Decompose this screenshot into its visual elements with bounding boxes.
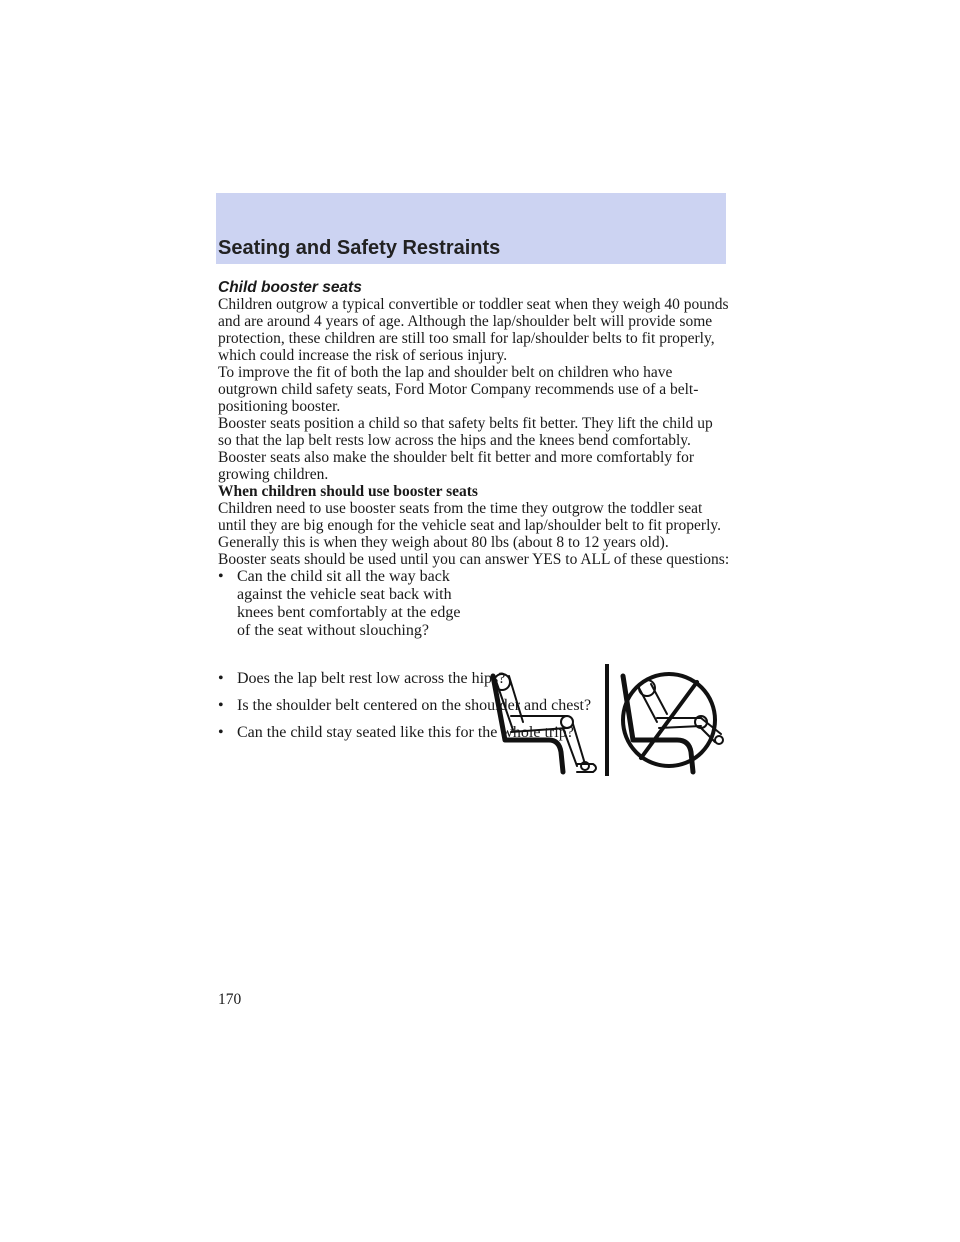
paragraph: Children need to use booster seats from the time they outgrow the toddler seat until they are big enough for the vehicle seat and lap/shoulder belt to fit properly. Generally this is when they weigh about 80 lbs (about 8 to 12 years old). [218,500,722,551]
bullet-text: Is the shoulder belt centered on the shoulder and chest? [237,697,592,714]
section-heading: Child booster seats [218,279,362,296]
bullet-text: Can the child sit all the way back against the vehicle seat back with knees bent comfortably at the edge of the seat without slouching? [237,568,461,639]
bullet-dot: • [218,697,224,714]
page-title: Seating and Safety Restraints [218,237,501,259]
bullet-item [218,568,477,640]
paragraph: Booster seats should be used until you can answer YES to ALL of these questions: [218,551,730,568]
page-number: 170 [218,991,242,1008]
bullet-dot: • [218,724,224,741]
correct-seating-posture-icon [493,674,596,772]
bullet-text: Does the lap belt rest low across the hips? [237,670,506,687]
seating-posture-figure [487,660,727,780]
paragraph: To improve the fit of both the lap and shoulder belt on children who have outgrown child safety seats, Ford Motor Company recommends use of a belt-positioning booster. [218,364,699,415]
bullet-text: Can the child stay seated like this for the whole trip? [237,724,574,741]
paragraph: Booster seats position a child so that safety belts fit better. They lift the child up so that the lap belt rests low across the hips and the knees bend comfortably. Booster seats also make the shoulder belt fit better and more comfortably for growing children. [218,415,713,483]
subsection-heading: When children should use booster seats [218,483,478,500]
prohibited-slouching-posture-icon [623,674,723,772]
bullet-dot: • [218,568,224,585]
paragraph: Children outgrow a typical convertible or toddler seat when they weigh 40 pounds and are around 4 years of age. Although the lap/shoulder belt will provide some protection, these children are still too small for lap/shoulder belts to fit properly, which could increase the risk of serious injury. [218,296,729,364]
bullet-dot: • [218,670,224,687]
